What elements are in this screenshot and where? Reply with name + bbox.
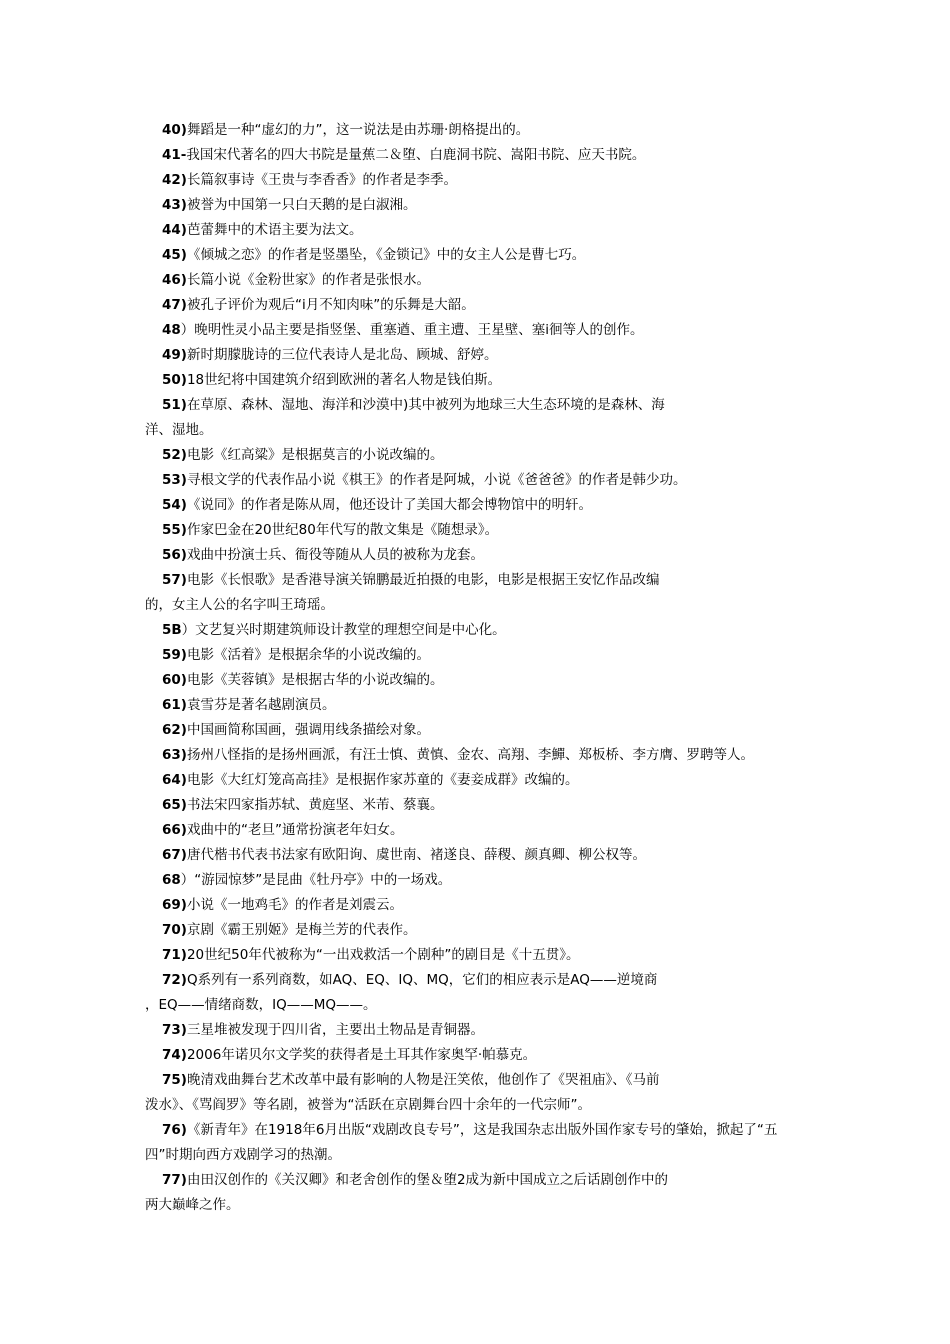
list-item <box>145 843 825 868</box>
list-item-continuation <box>145 1193 825 1218</box>
item-text: 新时期朦胧诗的三位代表诗人是北岛、顾城、舒婷。 <box>186 347 498 363</box>
item-text: 电影《大红灯笼高高挂》是根据作家苏童的《妻妾成群》改编的。 <box>186 772 579 788</box>
item-number: 66) <box>162 822 187 838</box>
item-number: 59) <box>162 647 187 663</box>
item-number: 72) <box>162 972 187 988</box>
item-number: 64) <box>162 772 187 788</box>
item-text: 作家巴金在20世纪80年代写的散文集是《随想录》。 <box>186 522 499 538</box>
item-text: 寻根文学的代表作品小说《棋王》的作者是阿城，小说《爸爸爸》的作者是韩少功。 <box>186 472 687 488</box>
list-item <box>145 393 825 418</box>
list-item <box>145 918 825 943</box>
item-number: 44) <box>162 222 187 238</box>
item-text: 戏曲中的“老旦”通常扮演老年妇女。 <box>186 822 404 838</box>
list-item <box>145 643 825 668</box>
item-number: 57) <box>162 572 187 588</box>
item-text: 三星堆被发现于四川省，主要出土物品是青铜器。 <box>186 1022 484 1038</box>
list-item <box>145 618 825 643</box>
item-number: 41- <box>162 147 187 163</box>
item-text: 《新青年》在1918年6月出版“戏剧改良专号”，这是我国杂志出版外国作家专号的肇始，掀起了“五 <box>186 1122 778 1138</box>
list-item <box>145 568 825 593</box>
list-item <box>145 468 825 493</box>
list-item <box>145 793 825 818</box>
item-number: 42) <box>162 172 187 188</box>
item-text: 长篇叙事诗《王贵与李香香》的作者是李季。 <box>186 172 457 188</box>
item-number: 40) <box>162 122 187 138</box>
list-item <box>145 668 825 693</box>
item-text: 泼水》、《骂阎罗》等名剧，被誉为“活跃在京剧舞台四十余年的一代宗师”。 <box>145 1097 591 1113</box>
item-text: 由田汉创作的《关汉卿》和老舍创作的堡＆堕2成为新中国成立之后话剧创作中的 <box>186 1172 669 1188</box>
item-number: 5B <box>162 622 182 638</box>
list-item <box>145 893 825 918</box>
item-number: 60) <box>162 672 187 688</box>
item-text: ）“游园惊梦”是昆曲《牡丹亭》中的一场戏。 <box>180 872 452 888</box>
list-item-continuation <box>145 593 825 618</box>
item-number: 62) <box>162 722 187 738</box>
item-number: 67) <box>162 847 187 863</box>
list-item <box>145 1018 825 1043</box>
item-number: 47) <box>162 297 187 313</box>
item-text: 洋、湿地。 <box>145 422 213 438</box>
list-item-continuation <box>145 1143 825 1168</box>
list-item <box>145 118 825 143</box>
list-item <box>145 368 825 393</box>
list-item-continuation <box>145 1093 825 1118</box>
item-text: 长篇小说《金粉世家》的作者是张恨水。 <box>186 272 430 288</box>
item-number: 74) <box>162 1047 187 1063</box>
item-number: 76) <box>162 1122 187 1138</box>
list-item <box>145 168 825 193</box>
item-number: 65) <box>162 797 187 813</box>
item-number: 63) <box>162 747 187 763</box>
item-number: 70) <box>162 922 187 938</box>
list-item <box>145 693 825 718</box>
item-number: 54) <box>162 497 187 513</box>
list-item <box>145 543 825 568</box>
item-number: 45) <box>162 247 187 263</box>
list-item <box>145 868 825 893</box>
document-body <box>145 118 825 1218</box>
item-text: 小说《一地鸡毛》的作者是刘震云。 <box>186 897 403 913</box>
list-item <box>145 218 825 243</box>
item-text: 《说同》的作者是陈从周，他还设计了美国大都会博物馆中的明轩。 <box>186 497 592 513</box>
item-text: ）文艺复兴时期建筑师设计教堂的理想空间是中心化。 <box>181 622 506 638</box>
list-item <box>145 318 825 343</box>
list-item <box>145 768 825 793</box>
item-text: 2006年诺贝尔文学奖的获得者是土耳其作家奥罕·帕慕克。 <box>186 1047 537 1063</box>
item-number: 52) <box>162 447 187 463</box>
item-number: 77) <box>162 1172 187 1188</box>
list-item <box>145 1068 825 1093</box>
item-text: 唐代楷书代表书法家有欧阳询、虞世南、褚遂良、薛稷、颜真卿、柳公权等。 <box>186 847 646 863</box>
item-number: 75) <box>162 1072 187 1088</box>
list-item <box>145 1043 825 1068</box>
item-text: 18世纪将中国建筑介绍到欧洲的著名人物是钱伯斯。 <box>186 372 502 388</box>
item-text: 的，女主人公的名字叫王琦瑶。 <box>145 597 334 613</box>
item-number: 49) <box>162 347 187 363</box>
item-number: 61) <box>162 697 187 713</box>
list-item <box>145 968 825 993</box>
item-text: 我国宋代著名的四大书院是量蕉二＆堕、白鹿洞书院、嵩阳书院、应天书院。 <box>186 147 646 163</box>
item-text: 京剧《霸王别姬》是梅兰芳的代表作。 <box>186 922 417 938</box>
list-item <box>145 518 825 543</box>
item-text: 电影《长恨歌》是香港导演关锦鹏最近拍摄的电影，电影是根据王安忆作品改编 <box>186 572 660 588</box>
item-text: 《倾城之恋》的作者是竖墨坠，《金锁记》中的女主人公是曹七巧。 <box>186 247 586 263</box>
item-number: 71) <box>162 947 187 963</box>
item-text: ）晚明性灵小品主要是指竖堡、重塞遒、重主遭、王星壁、塞i徊等人的创作。 <box>180 322 644 338</box>
item-number: 50) <box>162 372 187 388</box>
item-number: 46) <box>162 272 187 288</box>
list-item <box>145 743 825 768</box>
list-item <box>145 268 825 293</box>
item-text: 舞蹈是一种“虚幻的力”，这一说法是由苏珊·朗格提出的。 <box>186 122 530 138</box>
item-text: 袁雪芬是著名越剧演员。 <box>186 697 336 713</box>
item-text: Q系列有一系列商数，如AQ、EQ、IQ、MQ，它们的相应表示是AQ——逆境商 <box>186 972 658 988</box>
item-number: 68 <box>162 872 181 888</box>
item-text: 中国画简称国画，强调用线条描绘对象。 <box>186 722 430 738</box>
list-item <box>145 1168 825 1193</box>
item-number: 56) <box>162 547 187 563</box>
list-item <box>145 143 825 168</box>
item-text: 被孔子评价为观后“i月不知肉味”的乐舞是大韶。 <box>186 297 475 313</box>
item-text: 在草原、森林、湿地、海洋和沙漠中)其中被列为地球三大生态环境的是森林、海 <box>186 397 665 413</box>
item-number: 69) <box>162 897 187 913</box>
item-text: 电影《红高粱》是根据莫言的小说改编的。 <box>186 447 444 463</box>
item-text: 两大巅峰之作。 <box>145 1197 240 1213</box>
list-item-continuation <box>145 993 825 1018</box>
item-number: 51) <box>162 397 187 413</box>
item-text: 被誉为中国第一只白天鹅的是白淑湘。 <box>186 197 417 213</box>
list-item <box>145 193 825 218</box>
list-item-continuation <box>145 418 825 443</box>
item-text: 20世纪50年代被称为“一出戏救活一个剧种”的剧目是《十五贯》。 <box>186 947 580 963</box>
item-text: 芭蕾舞中的术语主要为法文。 <box>186 222 363 238</box>
list-item <box>145 943 825 968</box>
item-number: 55) <box>162 522 187 538</box>
list-item <box>145 818 825 843</box>
item-number: 48 <box>162 322 181 338</box>
item-number: 73) <box>162 1022 187 1038</box>
item-text: 四”时期向西方戏剧学习的热潮。 <box>145 1147 341 1163</box>
item-text: 晚清戏曲舞台艺术改革中最有影响的人物是汪笑侬，他创作了《哭祖庙》、《马前 <box>186 1072 660 1088</box>
item-number: 53) <box>162 472 187 488</box>
list-item <box>145 243 825 268</box>
list-item <box>145 718 825 743</box>
list-item <box>145 293 825 318</box>
item-text: 电影《芙蓉镇》是根据古华的小说改编的。 <box>186 672 444 688</box>
list-item <box>145 443 825 468</box>
list-item <box>145 343 825 368</box>
list-item <box>145 493 825 518</box>
item-number: 43) <box>162 197 187 213</box>
item-text: 书法宋四家指苏轼、黄庭坚、米芾、蔡襄。 <box>186 797 444 813</box>
item-text: ，EQ——情绪商数，IQ——MQ——。 <box>145 997 377 1013</box>
item-text: 戏曲中扮演士兵、衙役等随从人员的被称为龙套。 <box>186 547 484 563</box>
item-text: 扬州八怪指的是扬州画派，有汪士慎、黄慎、金农、高翔、李鱓、郑板桥、李方膺、罗聘等人。 <box>186 747 754 763</box>
item-text: 电影《活着》是根据余华的小说改编的。 <box>186 647 430 663</box>
list-item <box>145 1118 825 1143</box>
